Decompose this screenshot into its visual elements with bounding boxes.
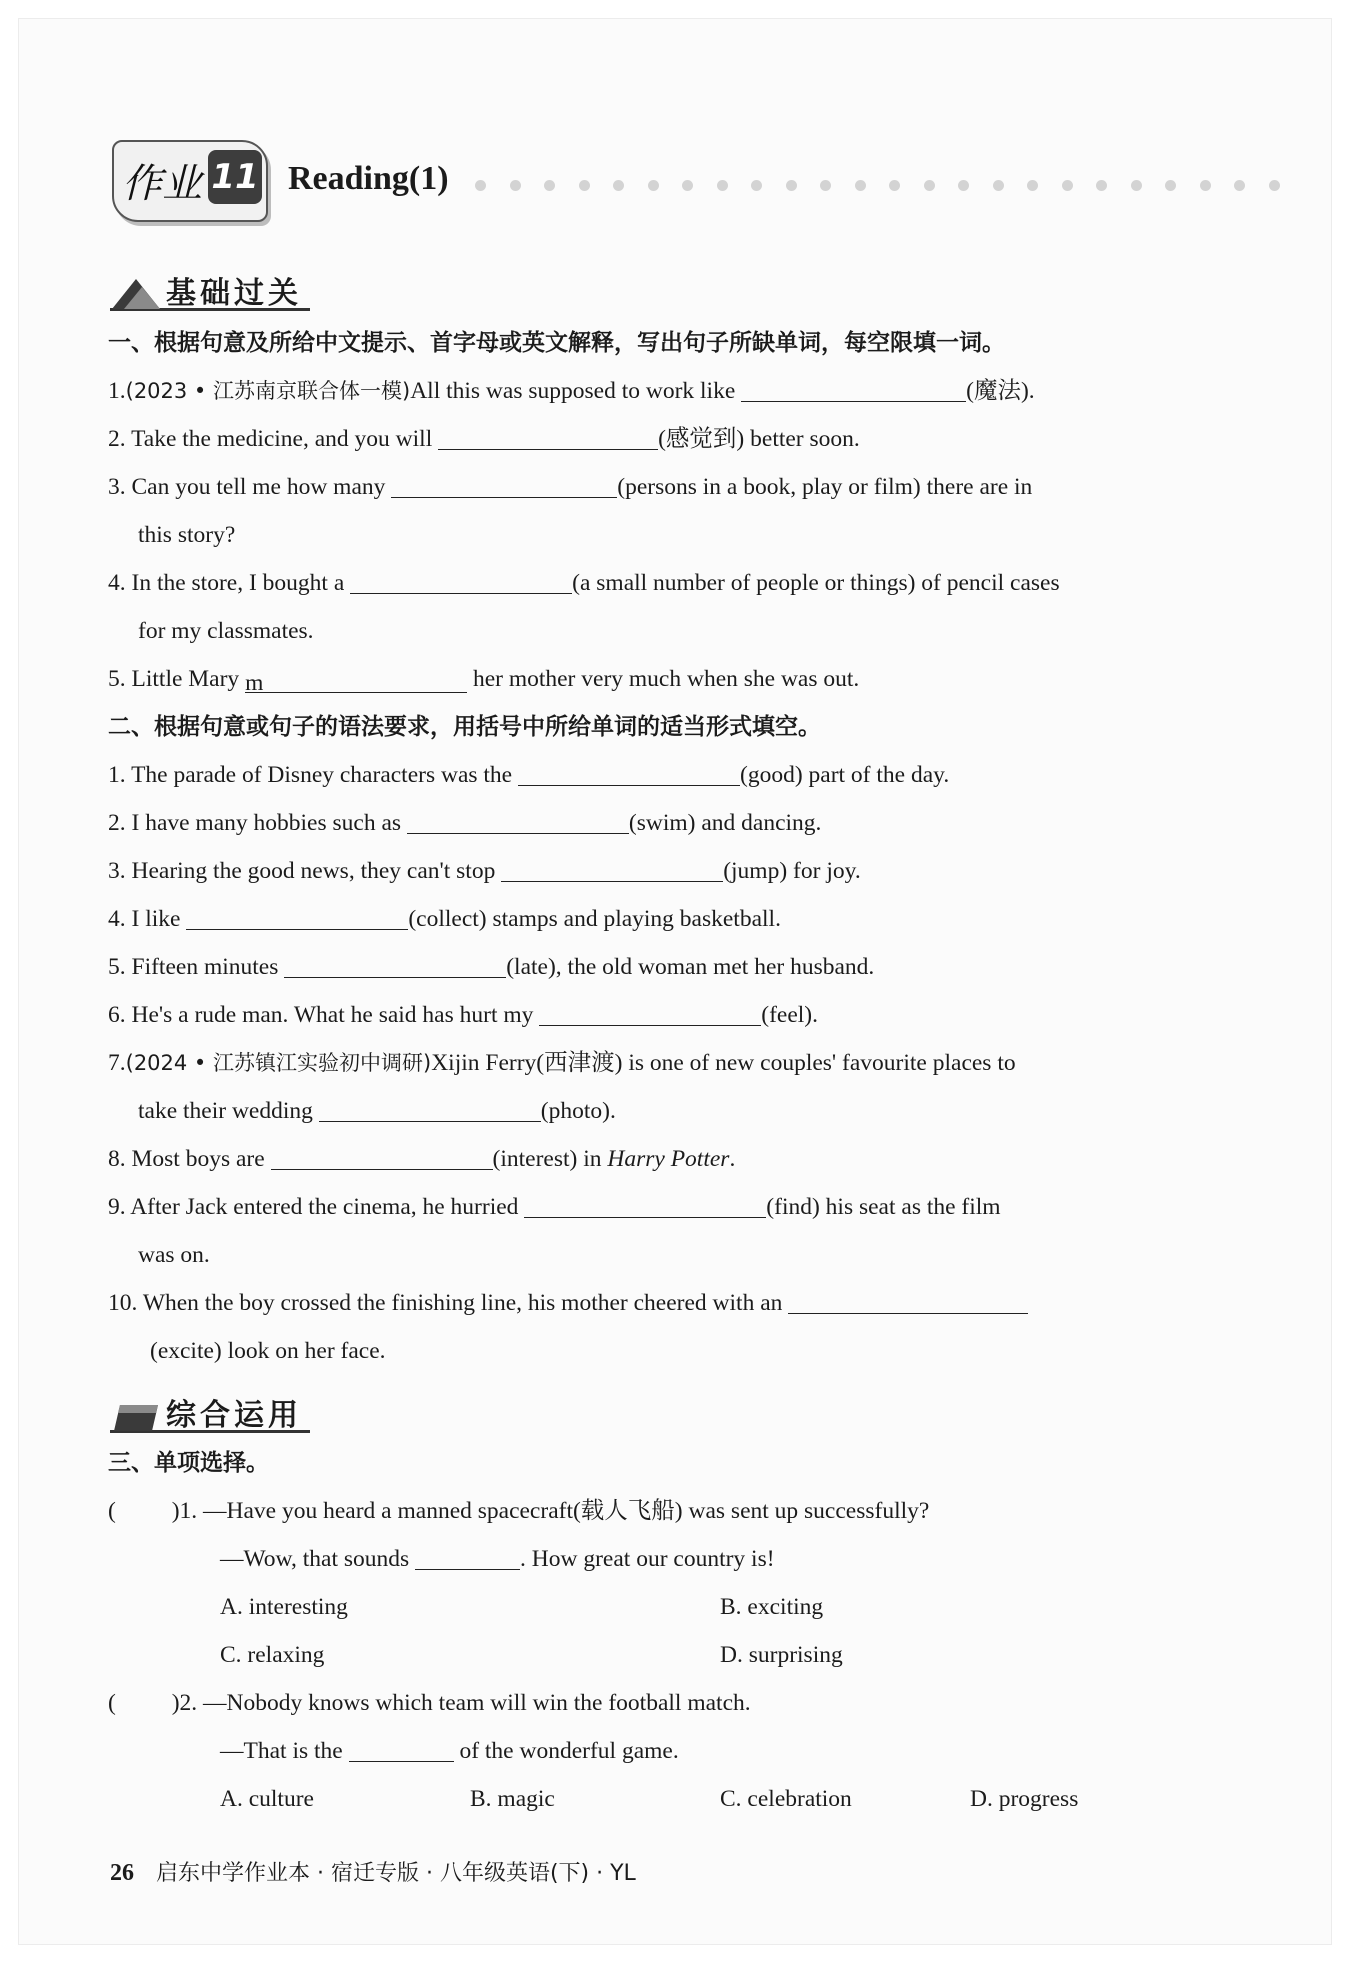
option-b[interactable]: B. exciting <box>720 1594 824 1620</box>
part2-q4: 4. I like (collect) stamps and playing basketball. <box>108 906 781 932</box>
part2-q3: 3. Hearing the good news, they can't stop (jump) for joy. <box>108 858 861 884</box>
answer-blank[interactable] <box>271 1145 493 1170</box>
pen-icon <box>110 1397 162 1433</box>
part2-q6: 6. He's a rude man. What he said has hurt my (feel). <box>108 1002 819 1028</box>
answer-blank[interactable] <box>788 1289 1028 1314</box>
answer-blank[interactable] <box>518 761 740 786</box>
part2-instruction: 二、根据句意或句子的语法要求，用括号中所给单词的适当形式填空。 <box>108 714 821 740</box>
answer-blank[interactable] <box>524 1193 766 1218</box>
answer-blank[interactable] <box>186 905 408 930</box>
option-c[interactable]: C. relaxing <box>220 1642 325 1668</box>
part2-q7: 7.(2024 • 江苏镇江实验初中调研)Xijin Ferry(西津渡) is one of new couples' favourite places to <box>108 1050 1016 1076</box>
answer-blank[interactable]: m <box>245 668 467 693</box>
part1-q5: 5. Little Mary m her mother very much when she was out. <box>108 666 860 696</box>
part3-instruction: 三、单项选择。 <box>108 1450 269 1476</box>
part2-q1: 1. The parade of Disney characters was the (good) part of the day. <box>108 762 950 788</box>
part1-q4: 4. In the store, I bought a (a small number of people or things) of pencil cases <box>108 570 1060 596</box>
page-title: Reading(1) <box>288 160 449 197</box>
part2-q9: 9. After Jack entered the cinema, he hurried (find) his seat as the film <box>108 1194 1001 1220</box>
answer-blank[interactable] <box>501 857 723 882</box>
answer-blank[interactable] <box>438 425 658 450</box>
answer-blank[interactable] <box>319 1097 541 1122</box>
part2-q7-cont: take their wedding (photo). <box>138 1098 616 1124</box>
part1-instruction: 一、根据句意及所给中文提示、首字母或英文解释，写出句子所缺单词，每空限填一词。 <box>108 330 1005 356</box>
answer-blank[interactable] <box>284 953 506 978</box>
page-footer <box>110 1856 636 1887</box>
part2-q10-cont: (excite) look on her face. <box>150 1338 386 1364</box>
part1-q3: 3. Can you tell me how many (persons in a book, play or film) there are in <box>108 474 1033 500</box>
section-header-comprehensive <box>110 1390 310 1433</box>
answer-blank[interactable] <box>407 809 629 834</box>
part1-q4-cont: for my classmates. <box>138 618 314 644</box>
answer-blank[interactable] <box>741 377 966 402</box>
option-b[interactable]: B. magic <box>470 1786 555 1812</box>
part2-q9-cont: was on. <box>138 1242 210 1268</box>
part3-q2-line2: —That is the of the wonderful game. <box>220 1738 679 1764</box>
part3-q1-line2: —Wow, that sounds . How great our country is! <box>220 1546 775 1572</box>
answer-blank[interactable] <box>415 1545 520 1570</box>
answer-blank[interactable] <box>350 569 572 594</box>
answer-blank[interactable] <box>391 473 617 498</box>
part1-q2: 2. Take the medicine, and you will (感觉到) better soon. <box>108 426 860 452</box>
book-title: 启东中学作业本 · 宿迁专版 · 八年级英语(下) · YL <box>156 1861 636 1886</box>
section-title: 基础过关 <box>166 276 302 311</box>
part2-q2: 2. I have many hobbies such as (swim) and dancing. <box>108 810 822 836</box>
triangle-icon <box>110 275 162 311</box>
answer-paren[interactable]: ( <box>108 1690 116 1716</box>
page-number: 26 <box>110 1860 134 1886</box>
part1-q1: 1.(2023 • 江苏南京联合体一模)All this was supposed to work like (魔法). <box>108 378 1035 404</box>
option-a[interactable]: A. interesting <box>220 1594 348 1620</box>
answer-blank[interactable] <box>349 1737 454 1762</box>
option-d[interactable]: D. progress <box>970 1786 1079 1812</box>
answer-blank[interactable] <box>539 1001 761 1026</box>
part3-q1: ( )1. —Have you heard a manned spacecraft(载人飞船) was sent up successfully? <box>108 1498 930 1524</box>
part2-q8: 8. Most boys are (interest) in Harry Potter. <box>108 1146 736 1172</box>
option-c[interactable]: C. celebration <box>720 1786 852 1812</box>
option-d[interactable]: D. surprising <box>720 1642 843 1668</box>
title-dot-rule <box>475 176 1315 188</box>
assignment-label: 作业 <box>122 161 202 207</box>
part1-q3-cont: this story? <box>138 522 236 548</box>
assignment-number: 11 <box>208 150 262 204</box>
part2-q5: 5. Fifteen minutes (late), the old woman met her husband. <box>108 954 875 980</box>
answer-paren[interactable]: ( <box>108 1498 116 1524</box>
part3-q2: ( )2. —Nobody knows which team will win the football match. <box>108 1690 751 1716</box>
part2-q10: 10. When the boy crossed the finishing line, his mother cheered with an <box>108 1288 1028 1318</box>
option-a[interactable]: A. culture <box>220 1786 314 1812</box>
section-title: 综合运用 <box>166 1398 302 1433</box>
section-header-basics <box>110 268 310 311</box>
